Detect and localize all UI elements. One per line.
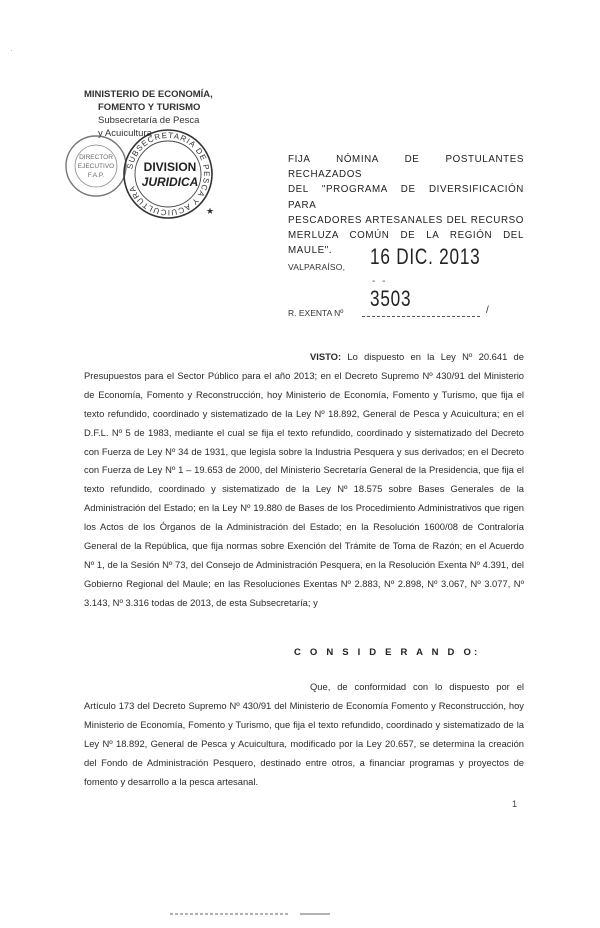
director-stamp [66, 136, 126, 196]
stamp-outer-text: SUBSECRETARIA DE PESCA Y ACUICULTURA [125, 130, 212, 218]
dash-mark: - - [372, 276, 388, 287]
scan-mark: · [10, 46, 13, 55]
title-line-4: MERLUZA COMÚN DE LA REGIÓN DEL MAULE". [288, 230, 524, 257]
stamp-star-icon: ★ [206, 206, 215, 216]
stamp-inner-text-2: JURIDICA [141, 175, 199, 189]
place-label: VALPARAÍSO, [288, 262, 346, 272]
letterhead-ministry-2: FOMENTO Y TURISMO [98, 102, 201, 113]
date-stamp: 16 DIC. 2013 [370, 244, 481, 269]
division-juridica-stamp [124, 130, 214, 218]
resolution-number: 3503 [370, 286, 412, 311]
stamp-small-text-2: EJECUTIVO [77, 163, 115, 170]
letterhead-subsecretaria-2: y Acuicultura [98, 128, 152, 139]
footer-rule [170, 910, 330, 918]
title-line-2: DEL "PROGRAMA DE DIVERSIFICACIÓN PARA [288, 184, 524, 211]
title-line-3: PESCADORES ARTESANALES DEL RECURSO [288, 214, 524, 226]
stamp-small-text-3: F.A.P. [87, 172, 105, 179]
letterhead-ministry: MINISTERIO DE ECONOMÍA, [84, 89, 213, 100]
letterhead-subsecretaria: Subsecretaría de Pesca [98, 115, 200, 126]
resolution-title [288, 152, 524, 258]
resolution-number-line [362, 316, 480, 317]
stamp-small-text-1: DIRECTOR [79, 154, 113, 161]
title-line-1: FIJA NÓMINA DE POSTULANTES RECHAZADOS [288, 154, 524, 181]
page-number: 1 [512, 799, 518, 809]
visto-text: Lo dispuesto en la Ley Nº 20.641 de Presupuestos para el Sector Público para el año 2013; en el Decreto Supremo Nº 430/91 del Ministerio de Economía, Fomento y Reconstrucción, hoy Ministerio de Economía, Fomento y Turismo, que fija el texto refundido, coordinado y sistematizado de la Ley Nº 18.892, General de Pesca y Acuicultura; en el D.F.L. Nº 5 de 1983, mediante el cual se fija el texto refundido, coordinado y sistematizado del Decreto con Fuerza de Ley Nº 34 de 1931, que legisla sobre la Industria Pesquera y sus derivados; en el Decreto con Fuerza de Ley Nº 1 – 19.653 de 2000, del Ministerio Secretaría General de la Presidencia, que fija el texto refundido, coordinado y sistematizado de la Ley Nº 18.575 sobre Bases Generales de la Administración del Estado; en la Ley Nº 19.880 de Bases de los Procedimiento Administrativos que rigen los Actos de los Órganos de la Administración del Estado; en la Resolución 1600/08 de Contraloría General de la República, que fija normas sobre Exención del Trámite de Toma de Razón; en el Acuerdo Nº 1, de la Sesión Nº 73, del Consejo de Administración Pesquera, en la Resolución Exenta Nº 4.391, del Gobierno Regional del Maule; en las Resoluciones Exentas Nº 2.883, Nº 2.898, Nº 3.067, Nº 3.077, Nº 3.143, Nº 3.316 todas de 2013, de esta Subsecretaría; y [84, 351, 524, 608]
resolution-slash: / [486, 305, 489, 316]
visto-paragraph [84, 348, 524, 613]
considerando-heading: C O N S I D E R A N D O: [294, 647, 481, 658]
considerando-paragraph: Que, de conformidad con lo dispuesto por el Artículo 173 del Decreto Supremo Nº 430/91 del Ministerio de Economía Fomento y Reconstrucción, hoy Ministerio de Economía, Fomento y Turismo, que fija el texto refundido, coordinado y sistematizado de la Ley Nº 18.892, General de Pesca y Acuicultura, modificado por la Ley 20.657, se determina la creación del Fondo de Administración Pesquero, destinado entre otros, a financiar programas y proyectos de fomento y desarrollo a la pesca artesanal. [84, 681, 524, 787]
stamp-inner-text-1: DIVISION [143, 160, 197, 174]
official-stamps [60, 118, 220, 230]
visto-label: VISTO: [310, 351, 342, 362]
resolution-label: R. EXENTA Nº [288, 308, 344, 318]
